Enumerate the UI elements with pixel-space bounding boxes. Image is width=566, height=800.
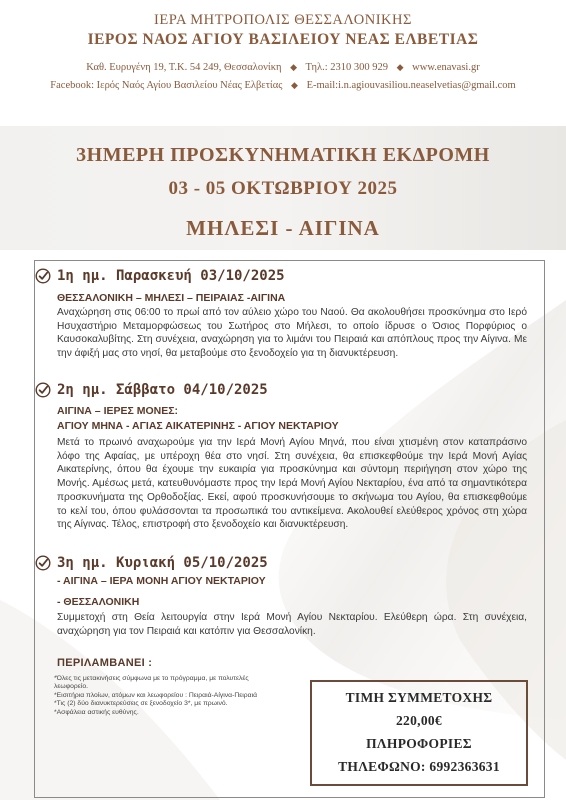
address: Καθ. Ευρυγένη 19, Τ.Κ. 54 249, Θεσσαλονίκη: [86, 62, 282, 73]
check-circle-icon: [35, 382, 51, 398]
info-label: ΠΛΗΡΟΦΟΡΙΕΣ: [366, 736, 472, 751]
trip-dates: 03 - 05 ΟΚΤΩΒΡΙΟΥ 2025: [168, 178, 398, 199]
contact-line-2: [0, 80, 566, 91]
includes-title: ΠΕΡΙΛΑΜΒΑΝΕΙ :: [57, 657, 153, 669]
day-2-title: 2η ημ. Σάββατο 04/10/2025: [57, 382, 268, 398]
diamond-icon: ◆: [396, 62, 404, 72]
church-name: ΙΕΡΟΣ ΝΑΟΣ ΑΓΙΟΥ ΒΑΣΙΛΕΙΟΥ ΝΕΑΣ ΕΛΒΕΤΙΑΣ: [87, 31, 479, 48]
day-3-description: Συμμετοχή στη Θεία λειτουργία στην Ιερά Μονή Αγίου Νεκταρίου. Ελεύθερη ώρα. Στη συνέχεια, αναχώρηση για τον Πειραιά και κατόπιν για Θεσσαλονίκη.: [57, 612, 527, 637]
list-item: *Εισιτήρια πλοίων, ατόμων και λεωφορείου : Πειραιά-Αίγινα-Πειραιά: [54, 691, 258, 699]
email-link[interactable]: E-mail:i.n.agiouvasiliou.neaselvetias@gmail.com: [306, 80, 516, 91]
phone: Τηλ.: 2310 300 929: [305, 62, 388, 73]
day-3-route-2: - ΘΕΣΣΑΛΟΝΙΚΗ: [57, 596, 140, 608]
day-2-route-1: ΑΙΓΙΝΑ – ΙΕΡΕΣ ΜΟΝΕΣ:: [57, 405, 179, 417]
list-item: *Ασφάλεια αστικής ευθύνης.: [54, 708, 139, 716]
day-1-title: 1η ημ. Παρασκευή 03/10/2025: [57, 268, 285, 284]
facebook: Facebook: Ιερός Ναός Αγίου Βασιλείου Νέας Ελβετίας: [50, 80, 283, 91]
price-value: 220,00€: [396, 713, 442, 728]
day-2-route-2: ΑΓΙΟΥ ΜΗΝΑ - ΑΓΙΑΣ ΑΙΚΑΤΕΡΙΝΗΣ - ΑΓΙΟΥ ΝΕΚΤΑΡΙΟΥ: [57, 420, 339, 432]
day-2-description: Μετά το πρωινό αναχωρούμε για την Ιερά Μονή Αγίου Μηνά, που είναι χτισμένη στον καταπράσινο λόφο της Αφαίας, με υπέροχη θέα στο νησί. Στη συνέχεια, θα επισκεφθούμε την Ιερά Μονή Αγίας Αικατερίνης, όπου θα έχουμε την ευκαιρία για προσκύνημα και σύντομη περιήγηση στον χώρο της Μονής. Αμέσως μετά, κατευθυνόμαστε προς την Ιερά Μονή Αγίου Νεκταρίου, ένα από τα σημαντικότερα προσκυνήματα της Ορθοδοξίας. Εκεί, αφού προσκυνήσουμε το σκήνωμα του Αγίου, θα επισκεφθούμε το κελί του, όπου φυλάσσονται τα προσωπικά του αντικείμενα. Ακολουθεί ελεύθερος χρόνος στη χώρα της Αίγινας. Τέλος, επιστροφή στο ξενοδοχείο και διανυκτέρευση.: [57, 437, 527, 531]
day-1-description: Αναχώρηση στις 06:00 το πρωί από τον αύλειο χώρο του Ναού. Θα ακολουθήσει προσκύνημα στο Ιερό Ησυχαστήριο Μεταμορφώσεως του Σωτήρος στο Μήλεσι, το οποίο ίδρυσε ο Όσιος Πορφύριος ο Καυσοκαλυβίτης. Στη συνέχεια, αναχώρηση για το λιμάνι του Πειραιά και απόπλους προς την Αίγινα. Με την άφιξή μας στο νησί, θα μεταβούμε στο ξενοδοχείο για τη διανυκτέρευση.: [57, 307, 527, 360]
check-circle-icon: [35, 268, 51, 284]
list-item: *Τις (2) δύο διανυκτερεύσεις σε ξενοδοχείο 3*, με πρωινό.: [54, 700, 228, 708]
check-circle-icon: [35, 555, 51, 571]
diamond-icon: ◆: [291, 80, 298, 90]
day-3-title: 3η ημ. Κυριακή 05/10/2025: [57, 555, 268, 571]
list-item: *Όλες τις μετακινήσεις σύμφωνα με το πρόγραμμα, με πολυτελές: [54, 675, 249, 682]
diamond-icon: ◆: [290, 62, 298, 72]
contact-line-1: [0, 62, 566, 73]
day-3-route-1: - ΑΙΓΙΝΑ – ΙΕΡΑ ΜΟΝΗ ΑΓΙΟΥ ΝΕΚΤΑΡΙΟΥ: [57, 575, 266, 587]
day-1-route: ΘΕΣΣΑΛΟΝΙΚΗ – ΜΗΛΕΣΙ – ΠΕΙΡΑΙΑΣ -ΑΙΓΙΝΑ: [57, 292, 286, 304]
metropolis-name: ΙΕΡΑ ΜΗΤΡΟΠΟΛΙΣ ΘΕΣΣΑΛΟΝΙΚΗΣ: [154, 12, 412, 28]
list-item: λεωφορείο.: [54, 683, 88, 691]
price-box: [310, 680, 528, 786]
includes-list: [54, 675, 304, 717]
trip-title: 3ΗΜΕΡΗ ΠΡΟΣΚΥΝΗΜΑΤΙΚΗ ΕΚΔΡΟΜΗ: [76, 144, 490, 166]
info-phone: ΤΗΛΕΦΩΝΟ: 6992363631: [338, 759, 500, 774]
website-link[interactable]: www.enavasi.gr: [412, 62, 480, 73]
price-label: ΤΙΜΗ ΣΥΜΜΕΤΟΧΗΣ: [345, 690, 493, 705]
trip-destination: ΜΗΛΕΣΙ - ΑΙΓΙΝΑ: [186, 216, 380, 240]
